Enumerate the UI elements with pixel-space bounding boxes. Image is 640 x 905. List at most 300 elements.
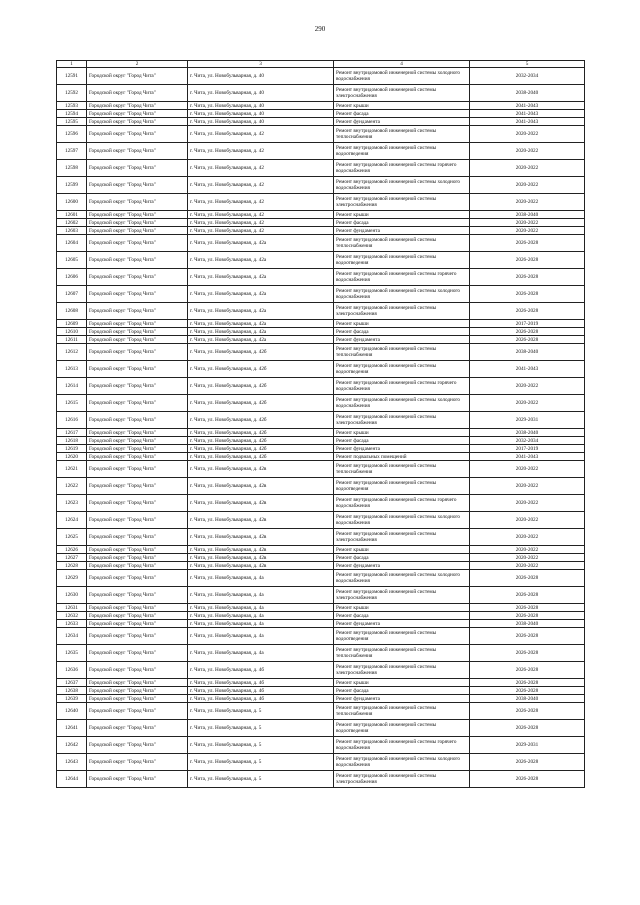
municipality-cell: Городской округ "Город Чита" [87, 554, 188, 562]
row-number-cell: 12627 [57, 554, 87, 562]
work-type-cell: Ремонт внутридомовой инженерной системы водоотведения [334, 143, 470, 160]
table-row [57, 177, 585, 194]
table-row [57, 344, 585, 361]
table-row [57, 754, 585, 771]
municipality-cell: Городской округ "Город Чита" [87, 612, 188, 620]
municipality-cell: Городской округ "Город Чита" [87, 336, 188, 344]
address-cell: г. Чита, ул. Новобульварная, д. 4а [188, 604, 334, 612]
row-number-cell: 12611 [57, 336, 87, 344]
table-row [57, 235, 585, 252]
row-number-cell: 12621 [57, 461, 87, 478]
work-type-cell: Ремонт внутридомовой инженерной системы теплоснабжения [334, 126, 470, 143]
address-cell: г. Чита, ул. Новобульварная, д. 42 [188, 126, 334, 143]
work-type-cell: Ремонт фундамента [334, 445, 470, 453]
row-number-cell: 12636 [57, 662, 87, 679]
address-cell: г. Чита, ул. Новобульварная, д. 4а [188, 620, 334, 628]
work-type-cell: Ремонт внутридомовой инженерной системы водоотведения [334, 478, 470, 495]
address-cell: г. Чита, ул. Новобульварная, д. 42 [188, 194, 334, 211]
work-type-cell: Ремонт внутридомовой инженерной системы электроснабжения [334, 587, 470, 604]
row-number-cell: 12631 [57, 604, 87, 612]
municipality-cell: Городской округ "Город Чита" [87, 562, 188, 570]
address-cell: г. Чита, ул. Новобульварная, д. 5 [188, 737, 334, 754]
municipality-cell: Городской округ "Город Чита" [87, 478, 188, 495]
address-cell: г. Чита, ул. Новобульварная, д. 42в [188, 495, 334, 512]
table-row [57, 687, 585, 695]
period-cell: 2026-2028 [470, 286, 585, 303]
address-cell: г. Чита, ул. Новобульварная, д. 42а [188, 286, 334, 303]
table-row [57, 320, 585, 328]
row-number-cell: 12596 [57, 126, 87, 143]
address-cell: г. Чита, ул. Новобульварная, д. 42 [188, 160, 334, 177]
address-cell: г. Чита, ул. Новобульварная, д. 42 [188, 227, 334, 235]
column-header: 5 [470, 61, 585, 68]
work-type-cell: Ремонт фасада [334, 554, 470, 562]
municipality-cell: Городской округ "Город Чита" [87, 68, 188, 85]
period-cell: 2026-2028 [470, 645, 585, 662]
row-number-cell: 12599 [57, 177, 87, 194]
row-number-cell: 12630 [57, 587, 87, 604]
row-number-cell: 12640 [57, 703, 87, 720]
row-number-cell: 12609 [57, 320, 87, 328]
repair-schedule-table [56, 60, 585, 788]
row-number-cell: 12603 [57, 227, 87, 235]
table-row [57, 529, 585, 546]
table-row [57, 85, 585, 102]
work-type-cell: Ремонт внутридомовой инженерной системы теплоснабжения [334, 461, 470, 478]
address-cell: г. Чита, ул. Новобульварная, д. 4а [188, 612, 334, 620]
work-type-cell: Ремонт внутридомовой инженерной системы электроснабжения [334, 303, 470, 320]
municipality-cell: Городской округ "Город Чита" [87, 720, 188, 737]
work-type-cell: Ремонт внутридомовой инженерной системы теплоснабжения [334, 645, 470, 662]
table-row [57, 68, 585, 85]
row-number-cell: 12624 [57, 512, 87, 529]
period-cell: 2026-2028 [470, 679, 585, 687]
period-cell: 2026-2028 [470, 303, 585, 320]
address-cell: г. Чита, ул. Новобульварная, д. 42а [188, 336, 334, 344]
table-row [57, 554, 585, 562]
address-cell: г. Чита, ул. Новобульварная, д. 42в [188, 461, 334, 478]
period-cell: 2026-2028 [470, 587, 585, 604]
table-row [57, 604, 585, 612]
table-row [57, 679, 585, 687]
column-header: 3 [188, 61, 334, 68]
municipality-cell: Городской округ "Город Чита" [87, 286, 188, 303]
municipality-cell: Городской округ "Город Чита" [87, 194, 188, 211]
period-cell: 2020-2022 [470, 554, 585, 562]
table-row [57, 143, 585, 160]
address-cell: г. Чита, ул. Новобульварная, д. 5 [188, 771, 334, 788]
address-cell: г. Чита, ул. Новобульварная, д. 40 [188, 68, 334, 85]
municipality-cell: Городской округ "Город Чита" [87, 512, 188, 529]
period-cell: 2029-2031 [470, 737, 585, 754]
period-cell: 2020-2022 [470, 177, 585, 194]
work-type-cell: Ремонт крыши [334, 320, 470, 328]
address-cell: г. Чита, ул. Новобульварная, д. 4а [188, 645, 334, 662]
address-cell: г. Чита, ул. Новобульварная, д. 5 [188, 754, 334, 771]
table-row [57, 110, 585, 118]
table-row [57, 546, 585, 554]
address-cell: г. Чита, ул. Новобульварная, д. 42в [188, 546, 334, 554]
period-cell: 2041-2043 [470, 102, 585, 110]
address-cell: г. Чита, ул. Новобульварная, д. 42 [188, 211, 334, 219]
period-cell: 2020-2022 [470, 529, 585, 546]
municipality-cell: Городской округ "Город Чита" [87, 143, 188, 160]
period-cell: 2020-2022 [470, 512, 585, 529]
work-type-cell: Ремонт внутридомовой инженерной системы холодного водоснабжения [334, 570, 470, 587]
table-row [57, 437, 585, 445]
address-cell: г. Чита, ул. Новобульварная, д. 42а [188, 328, 334, 336]
row-number-cell: 12642 [57, 737, 87, 754]
work-type-cell: Ремонт крыши [334, 429, 470, 437]
period-cell: 2020-2022 [470, 160, 585, 177]
row-number-cell: 12594 [57, 110, 87, 118]
period-cell: 2026-2028 [470, 628, 585, 645]
address-cell: г. Чита, ул. Новобульварная, д. 4б [188, 687, 334, 695]
municipality-cell: Городской округ "Город Чита" [87, 85, 188, 102]
municipality-cell: Городской округ "Город Чита" [87, 110, 188, 118]
work-type-cell: Ремонт внутридомовой инженерной системы электроснабжения [334, 85, 470, 102]
municipality-cell: Городской округ "Город Чита" [87, 703, 188, 720]
municipality-cell: Городской округ "Город Чита" [87, 570, 188, 587]
work-type-cell: Ремонт внутридомовой инженерной системы теплоснабжения [334, 235, 470, 252]
municipality-cell: Городской округ "Город Чита" [87, 771, 188, 788]
work-type-cell: Ремонт фасада [334, 612, 470, 620]
period-cell: 2026-2028 [470, 687, 585, 695]
table-row [57, 495, 585, 512]
period-cell: 2020-2022 [470, 395, 585, 412]
row-number-cell: 12616 [57, 412, 87, 429]
table-row [57, 737, 585, 754]
municipality-cell: Городской округ "Город Чита" [87, 177, 188, 194]
address-cell: г. Чита, ул. Новобульварная, д. 42а [188, 269, 334, 286]
row-number-cell: 12628 [57, 562, 87, 570]
municipality-cell: Городской округ "Город Чита" [87, 695, 188, 703]
work-type-cell: Ремонт внутридомовой инженерной системы горячего водоснабжения [334, 269, 470, 286]
row-number-cell: 12608 [57, 303, 87, 320]
address-cell: г. Чита, ул. Новобульварная, д. 42б [188, 412, 334, 429]
period-cell: 2020-2022 [470, 219, 585, 227]
municipality-cell: Городской округ "Город Чита" [87, 252, 188, 269]
row-number-cell: 12610 [57, 328, 87, 336]
table-header-row [57, 61, 585, 68]
address-cell: г. Чита, ул. Новобульварная, д. 42 [188, 143, 334, 160]
work-type-cell: Ремонт внутридомовой инженерной системы теплоснабжения [334, 344, 470, 361]
period-cell: 2026-2028 [470, 570, 585, 587]
municipality-cell: Городской округ "Город Чита" [87, 437, 188, 445]
table-row [57, 252, 585, 269]
period-cell: 2038-2040 [470, 429, 585, 437]
period-cell: 2041-2043 [470, 118, 585, 126]
row-number-cell: 12607 [57, 286, 87, 303]
table-row [57, 303, 585, 320]
address-cell: г. Чита, ул. Новобульварная, д. 4б [188, 662, 334, 679]
work-type-cell: Ремонт фундамента [334, 695, 470, 703]
work-type-cell: Ремонт внутридомовой инженерной системы водоотведения [334, 252, 470, 269]
municipality-cell: Городской округ "Город Чита" [87, 495, 188, 512]
column-header: 1 [57, 61, 87, 68]
work-type-cell: Ремонт фасада [334, 328, 470, 336]
address-cell: г. Чита, ул. Новобульварная, д. 4а [188, 628, 334, 645]
municipality-cell: Городской округ "Город Чита" [87, 344, 188, 361]
row-number-cell: 12614 [57, 378, 87, 395]
row-number-cell: 12639 [57, 695, 87, 703]
table-row [57, 194, 585, 211]
period-cell: 2020-2022 [470, 378, 585, 395]
address-cell: г. Чита, ул. Новобульварная, д. 5 [188, 703, 334, 720]
period-cell: 2038-2040 [470, 211, 585, 219]
row-number-cell: 12635 [57, 645, 87, 662]
address-cell: г. Чита, ул. Новобульварная, д. 4а [188, 587, 334, 604]
work-type-cell: Ремонт крыши [334, 211, 470, 219]
row-number-cell: 12593 [57, 102, 87, 110]
municipality-cell: Городской округ "Город Чита" [87, 687, 188, 695]
work-type-cell: Ремонт крыши [334, 679, 470, 687]
work-type-cell: Ремонт внутридомовой инженерной системы холодного водоснабжения [334, 754, 470, 771]
page-number: 290 [314, 25, 326, 33]
table-row [57, 395, 585, 412]
table-body [57, 68, 585, 788]
work-type-cell: Ремонт внутридомовой инженерной системы электроснабжения [334, 412, 470, 429]
address-cell: г. Чита, ул. Новобульварная, д. 42б [188, 453, 334, 461]
address-cell: г. Чита, ул. Новобульварная, д. 42б [188, 395, 334, 412]
row-number-cell: 12618 [57, 437, 87, 445]
municipality-cell: Городской округ "Город Чита" [87, 118, 188, 126]
table-row [57, 102, 585, 110]
work-type-cell: Ремонт фундамента [334, 562, 470, 570]
municipality-cell: Городской округ "Город Чита" [87, 445, 188, 453]
table-row [57, 336, 585, 344]
address-cell: г. Чита, ул. Новобульварная, д. 42в [188, 562, 334, 570]
municipality-cell: Городской округ "Город Чита" [87, 754, 188, 771]
address-cell: г. Чита, ул. Новобульварная, д. 42б [188, 437, 334, 445]
municipality-cell: Городской округ "Город Чита" [87, 645, 188, 662]
address-cell: г. Чита, ул. Новобульварная, д. 42а [188, 252, 334, 269]
municipality-cell: Городской округ "Город Чита" [87, 126, 188, 143]
table-row [57, 126, 585, 143]
table-row [57, 445, 585, 453]
address-cell: г. Чита, ул. Новобульварная, д. 40 [188, 118, 334, 126]
period-cell: 2041-2043 [470, 361, 585, 378]
row-number-cell: 12637 [57, 679, 87, 687]
work-type-cell: Ремонт подвальных помещений [334, 453, 470, 461]
municipality-cell: Городской округ "Город Чита" [87, 429, 188, 437]
work-type-cell: Ремонт внутридомовой инженерной системы электроснабжения [334, 194, 470, 211]
municipality-cell: Городской округ "Город Чита" [87, 102, 188, 110]
municipality-cell: Городской округ "Город Чита" [87, 529, 188, 546]
row-number-cell: 12598 [57, 160, 87, 177]
table-row [57, 720, 585, 737]
work-type-cell: Ремонт внутридомовой инженерной системы холодного водоснабжения [334, 68, 470, 85]
row-number-cell: 12629 [57, 570, 87, 587]
municipality-cell: Городской округ "Город Чита" [87, 303, 188, 320]
work-type-cell: Ремонт фасада [334, 219, 470, 227]
row-number-cell: 12591 [57, 68, 87, 85]
work-type-cell: Ремонт внутридомовой инженерной системы теплоснабжения [334, 703, 470, 720]
address-cell: г. Чита, ул. Новобульварная, д. 42в [188, 529, 334, 546]
work-type-cell: Ремонт фасада [334, 110, 470, 118]
period-cell: 2026-2028 [470, 662, 585, 679]
table-row [57, 118, 585, 126]
table-row [57, 412, 585, 429]
row-number-cell: 12595 [57, 118, 87, 126]
period-cell: 2032-2034 [470, 68, 585, 85]
table-row [57, 429, 585, 437]
municipality-cell: Городской округ "Город Чита" [87, 219, 188, 227]
work-type-cell: Ремонт внутридомовой инженерной системы электроснабжения [334, 529, 470, 546]
municipality-cell: Городской округ "Город Чита" [87, 211, 188, 219]
period-cell: 2038-2040 [470, 85, 585, 102]
municipality-cell: Городской округ "Город Чита" [87, 662, 188, 679]
period-cell: 2026-2028 [470, 771, 585, 788]
work-type-cell: Ремонт внутридомовой инженерной системы горячего водоснабжения [334, 737, 470, 754]
table-row [57, 219, 585, 227]
work-type-cell: Ремонт внутридомовой инженерной системы электроснабжения [334, 662, 470, 679]
period-cell: 2026-2028 [470, 235, 585, 252]
period-cell: 2029-2031 [470, 412, 585, 429]
table-row [57, 478, 585, 495]
period-cell: 2038-2040 [470, 695, 585, 703]
period-cell: 2026-2028 [470, 612, 585, 620]
period-cell: 2026-2028 [470, 703, 585, 720]
table-row [57, 269, 585, 286]
row-number-cell: 12634 [57, 628, 87, 645]
work-type-cell: Ремонт внутридомовой инженерной системы холодного водоснабжения [334, 286, 470, 303]
row-number-cell: 12600 [57, 194, 87, 211]
municipality-cell: Городской округ "Город Чита" [87, 395, 188, 412]
period-cell: 2026-2028 [470, 754, 585, 771]
address-cell: г. Чита, ул. Новобульварная, д. 42а [188, 320, 334, 328]
row-number-cell: 12619 [57, 445, 87, 453]
work-type-cell: Ремонт фундамента [334, 336, 470, 344]
address-cell: г. Чита, ул. Новобульварная, д. 42б [188, 344, 334, 361]
table-row [57, 562, 585, 570]
period-cell: 2020-2022 [470, 227, 585, 235]
work-type-cell: Ремонт внутридомовой инженерной системы холодного водоснабжения [334, 512, 470, 529]
period-cell: 2020-2022 [470, 495, 585, 512]
address-cell: г. Чита, ул. Новобульварная, д. 42б [188, 429, 334, 437]
municipality-cell: Городской округ "Город Чита" [87, 328, 188, 336]
municipality-cell: Городской округ "Город Чита" [87, 620, 188, 628]
period-cell: 2026-2028 [470, 252, 585, 269]
row-number-cell: 12641 [57, 720, 87, 737]
row-number-cell: 12638 [57, 687, 87, 695]
work-type-cell: Ремонт фундамента [334, 227, 470, 235]
work-type-cell: Ремонт фундамента [334, 620, 470, 628]
table-row [57, 378, 585, 395]
row-number-cell: 12620 [57, 453, 87, 461]
table-row [57, 695, 585, 703]
table-row [57, 211, 585, 219]
municipality-cell: Городской округ "Город Чита" [87, 412, 188, 429]
period-cell: 2026-2028 [470, 328, 585, 336]
row-number-cell: 12592 [57, 85, 87, 102]
municipality-cell: Городской округ "Город Чита" [87, 378, 188, 395]
work-type-cell: Ремонт внутридомовой инженерной системы горячего водоснабжения [334, 160, 470, 177]
address-cell: г. Чита, ул. Новобульварная, д. 40 [188, 85, 334, 102]
municipality-cell: Городской округ "Город Чита" [87, 628, 188, 645]
table-row [57, 512, 585, 529]
row-number-cell: 12613 [57, 361, 87, 378]
row-number-cell: 12612 [57, 344, 87, 361]
row-number-cell: 12597 [57, 143, 87, 160]
table-row [57, 361, 585, 378]
address-cell: г. Чита, ул. Новобульварная, д. 4а [188, 570, 334, 587]
row-number-cell: 12644 [57, 771, 87, 788]
row-number-cell: 12643 [57, 754, 87, 771]
work-type-cell: Ремонт внутридомовой инженерной системы холодного водоснабжения [334, 395, 470, 412]
period-cell: 2032-2034 [470, 437, 585, 445]
period-cell: 2020-2022 [470, 478, 585, 495]
work-type-cell: Ремонт фасада [334, 437, 470, 445]
period-cell: 2020-2022 [470, 461, 585, 478]
municipality-cell: Городской округ "Город Чита" [87, 269, 188, 286]
municipality-cell: Городской округ "Город Чита" [87, 679, 188, 687]
period-cell: 2026-2028 [470, 720, 585, 737]
work-type-cell: Ремонт внутридомовой инженерной системы горячего водоснабжения [334, 495, 470, 512]
period-cell: 2026-2028 [470, 336, 585, 344]
period-cell: 2020-2022 [470, 126, 585, 143]
address-cell: г. Чита, ул. Новобульварная, д. 42в [188, 512, 334, 529]
row-number-cell: 12623 [57, 495, 87, 512]
work-type-cell: Ремонт крыши [334, 102, 470, 110]
table-row [57, 286, 585, 303]
municipality-cell: Городской округ "Город Чита" [87, 587, 188, 604]
address-cell: г. Чита, ул. Новобульварная, д. 40 [188, 110, 334, 118]
municipality-cell: Городской округ "Город Чита" [87, 604, 188, 612]
work-type-cell: Ремонт фасада [334, 687, 470, 695]
address-cell: г. Чита, ул. Новобульварная, д. 40 [188, 102, 334, 110]
period-cell: 2038-2040 [470, 620, 585, 628]
period-cell: 2041-2043 [470, 453, 585, 461]
period-cell: 2017-2019 [470, 320, 585, 328]
work-type-cell: Ремонт внутридомовой инженерной системы холодного водоснабжения [334, 177, 470, 194]
period-cell: 2041-2043 [470, 110, 585, 118]
table-row [57, 612, 585, 620]
row-number-cell: 12626 [57, 546, 87, 554]
address-cell: г. Чита, ул. Новобульварная, д. 42а [188, 303, 334, 320]
period-cell: 2017-2019 [470, 445, 585, 453]
table-row [57, 328, 585, 336]
municipality-cell: Городской округ "Город Чита" [87, 227, 188, 235]
work-type-cell: Ремонт внутридомовой инженерной системы водоотведения [334, 720, 470, 737]
address-cell: г. Чита, ул. Новобульварная, д. 42а [188, 235, 334, 252]
address-cell: г. Чита, ул. Новобульварная, д. 5 [188, 720, 334, 737]
row-number-cell: 12604 [57, 235, 87, 252]
address-cell: г. Чита, ул. Новобульварная, д. 42б [188, 445, 334, 453]
period-cell: 2020-2022 [470, 562, 585, 570]
table-row [57, 771, 585, 788]
address-cell: г. Чита, ул. Новобульварная, д. 42б [188, 361, 334, 378]
work-type-cell: Ремонт внутридомовой инженерной системы водоотведения [334, 628, 470, 645]
table-row [57, 461, 585, 478]
address-cell: г. Чита, ул. Новобульварная, д. 42 [188, 177, 334, 194]
row-number-cell: 12606 [57, 269, 87, 286]
period-cell: 2026-2028 [470, 604, 585, 612]
table-row [57, 160, 585, 177]
address-cell: г. Чита, ул. Новобульварная, д. 4б [188, 695, 334, 703]
address-cell: г. Чита, ул. Новобульварная, д. 42б [188, 378, 334, 395]
period-cell: 2038-2040 [470, 344, 585, 361]
table-row [57, 620, 585, 628]
row-number-cell: 12617 [57, 429, 87, 437]
municipality-cell: Городской округ "Город Чита" [87, 160, 188, 177]
municipality-cell: Городской округ "Город Чита" [87, 546, 188, 554]
period-cell: 2020-2022 [470, 194, 585, 211]
row-number-cell: 12605 [57, 252, 87, 269]
address-cell: г. Чита, ул. Новобульварная, д. 42в [188, 478, 334, 495]
table-row [57, 645, 585, 662]
municipality-cell: Городской округ "Город Чита" [87, 737, 188, 754]
